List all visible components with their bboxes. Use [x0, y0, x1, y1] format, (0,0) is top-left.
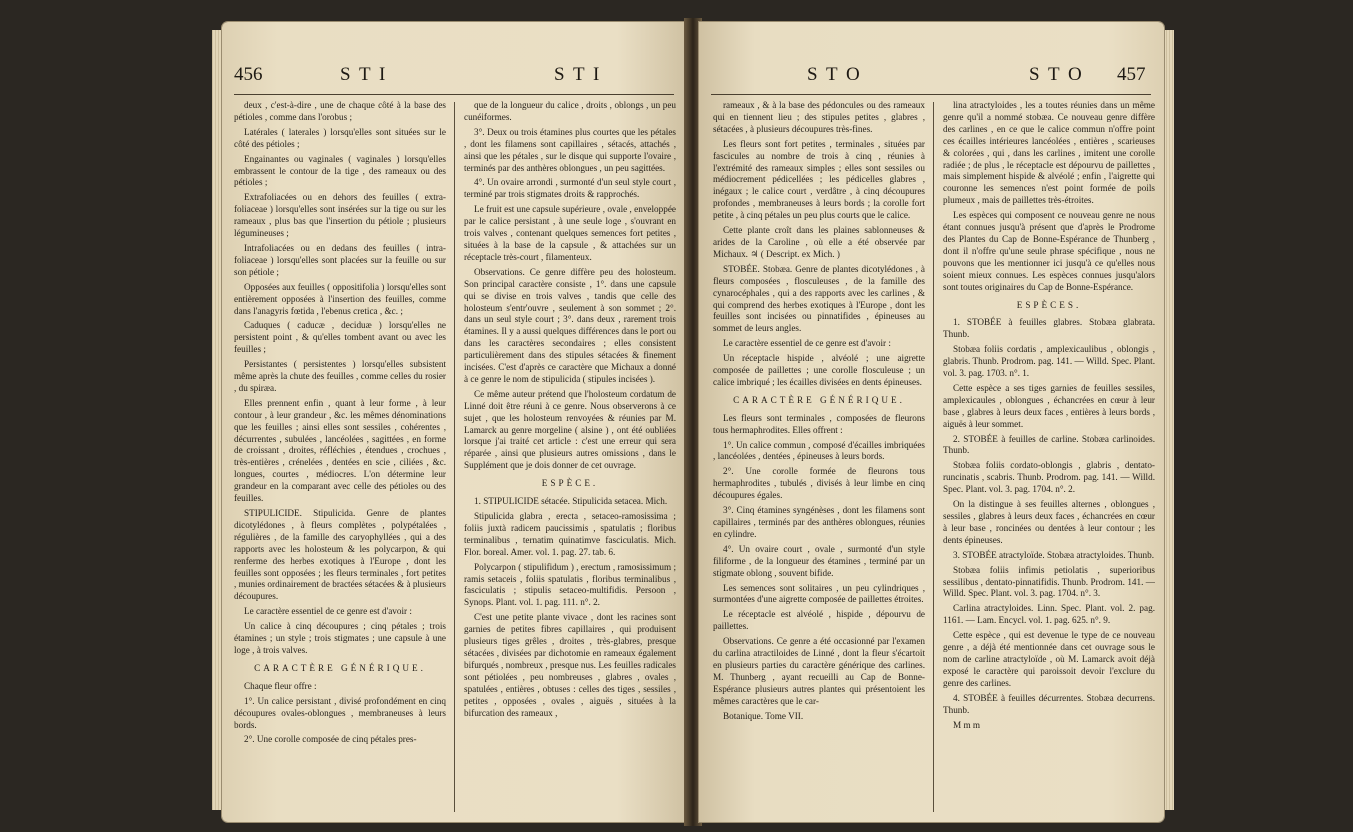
right-column-1 [713, 100, 925, 726]
paragraph: STIPULICIDE. Stipulicida. Genre de plantes dicotylédones , à fleurs complètes , polypétalées , régulières , de la famille des caryophyllées , qui a des rapports avec les holosteum & les polycarpon, & qui renferme des herbes exotiques à l'Europe , dont les feuilles sont opposées ; les fleurs terminales , fort petites , munies ordinairement de bractées sétacées & à plusieurs découpures. [234, 508, 446, 602]
paragraph: rameaux , & à la base des pédoncules ou des rameaux qui en tiennent lieu ; des stipules petites , glabres , sétacées , à plusieurs découpures très-fines. [713, 100, 925, 134]
left-page-number: 456 [234, 64, 263, 85]
paragraph: 3°. Cinq étamines syngénèses , dont les filamens sont capillaires , terminés par des anthères oblongues, réunies en cylindre. [713, 505, 925, 539]
paragraph: 3°. Deux ou trois étamines plus courtes que les pétales , dont les filamens sont capillaires , sétacés, attachés , ainsi que les pétales , sur le disque qui supporte l'ovaire , terminés par des anthères oblongues , un peu sagittées. [464, 126, 676, 173]
paragraph: 1. STIPULICIDE sétacée. Stipulicida setacea. Mich. [474, 496, 668, 507]
paragraph: lina atractyloides , les a toutes réunies dans un même genre qu'il a nommé stobæa. Ce nouveau genre diffère des carlines , en ce que le calice commun n'offre point ces écailles intérieures lancéolées , entières , scarieuses & colorées , qui , dans les carlines , imitent une corolle radiée ; de plus , le réceptacle est dépourvu de paillettes , mais simplement hispide & alvéolé ; enfin , l'aigrette qui couronne les semences n'est point formée de poils plumeux , mais de paillettes très-étroites. [943, 100, 1155, 206]
paragraph: Stobæa foliis cordato-oblongis , glabris , dentato-runcinatis , scabris. Thunb. Prodrom. pag. 141. — Willd. Spec. Plant. vol. 3. pag. 1704. n°. 2. [943, 460, 1155, 495]
paragraph: 3. STOBÉE atractyloïde. Stobæa atractyloides. Thunb. [953, 549, 1154, 560]
right-column-2 [943, 100, 1155, 734]
paragraph: CARACTÈRE GÉNÉRIQUE. [254, 662, 426, 673]
paragraph: ESPÈCES. [1016, 299, 1082, 310]
paragraph: Stipulicida glabra , erecta , setaceo-ramosissima ; foliis juxtà radicem paucissimis , spatulatis ; floribus terminalibus , ternatim quinatimve fasciculatis. Mich. Flor. boreal. Amer. vol. 1. pag. 27. tab. 6. [464, 511, 676, 557]
left-running-head-1: S T I [340, 64, 388, 85]
paragraph: Extrafoliacées ou en dehors des feuilles ( extra-foliaceae ) lorsqu'elles sont insérées sur la tige ou sur les rameaux , plus bas que l'insertion du pétiole ; plusieurs légumineuses ; [234, 192, 446, 239]
paragraph: STOBÉE. Stobæa. Genre de plantes dicotylédones , à fleurs composées , flosculeuses , de la famille des cynarocéphales , qui a des rapports avec les carlines , & qui comprend des herbes exotiques à l'Europe , dont les feuilles sont incisées ou pinnatifides , épineuses au sommet de leurs angles. [713, 263, 925, 334]
paragraph: Polycarpon ( stipulifidum ) , erectum , ramosissimum ; ramis setaceis , foliis spatulatis , floribus terminalibus , fasciculatis ; stipulis setaceo-multifidis. Persoon , Synops. Plant. vol. 1. pag. 111. n°. 2. [464, 561, 676, 608]
paragraph: C'est une petite plante vivace , dont les racines sont garnies de petites fibres capillaires , qui produisent plusieurs tiges grêles , droites , très-glabres, presque sétacées , divisées par dichotomie en rameaux également bifurqués , nombreux , presque nus. Les feuilles radicales sont pétiolées , peu nombreuses , glabres , ovales , spatulées , entières , obtuses : celles des tiges , sessiles , petites , opposées , ovales , aiguës , situées à la bifurcation des rameaux , [464, 612, 676, 718]
paragraph: CARACTÈRE GÉNÉRIQUE. [733, 394, 905, 405]
paragraph: Le réceptacle est alvéolé , hispide , dépourvu de paillettes. [713, 609, 925, 632]
paragraph: Chaque fleur offre : [244, 680, 317, 691]
right-running-head-2: S T O [1029, 64, 1084, 85]
right-page [699, 22, 1164, 822]
paragraph: Les espèces qui composent ce nouveau genre ne nous étant connues jusqu'à présent que d'après le Prodrome des Plantes du Cap de Bonne-Espérance de Thunberg , dont il n'offre qu'une seule phrase spécifique , nous ne pouvons que les mentionner ici jusqu'à ce qu'elles nous soient mieux connues. Les espèces connues jusqu'alors sont toutes originaires du Cap de Bonne-Espérance. [943, 210, 1155, 292]
paragraph: 2. STOBÉE à feuilles de carline. Stobæa carlinoides. Thunb. [943, 433, 1155, 456]
paragraph: Observations. Ce genre diffère peu des holosteum. Son principal caractère consiste , 1°. dans une capsule qui se divise en trois valves , tandis que celle des holosteum s'entr'ouvre , seulement à son sommet ; 2°. dans un seul style court ; 3°. dans deux , rarement trois étamines. Il y a aussi quelques différences dans le port ou dans les caractères secondaires ; elles consistent particulièrement dans des stipules sétacées & finement incisées. C'est d'après ce caractère que Michaux a donné à ce genre le nom de stipulicida ( stipules incisées ). [464, 266, 676, 384]
paragraph: Cette espèce a ses tiges garnies de feuilles sessiles, amplexicaules , oblongues , échancrées en cœur à leur base , glabres à leurs deux faces , entières à leurs bords , aiguës à leur sommet. [943, 382, 1155, 429]
paragraph: 4°. Un ovaire court , ovale , surmonté d'un style filiforme , de la longueur des étamines , terminé par un stigmate oblong , souvent bifide. [713, 543, 925, 578]
paragraph: Opposées aux feuilles ( oppositifolia ) lorsqu'elles sont entièrement opposées à l'insertion des feuilles, comme dans l'anagyris fœtida , l'ebenus cretica , &c. ; [234, 281, 446, 316]
paragraph: Les semences sont solitaires , un peu cylindriques , surmontées d'une aigrette composée de paillettes étroites. [713, 582, 925, 605]
paragraph: Botanique. Tome VII. [723, 710, 804, 721]
left-header-rule [234, 94, 674, 95]
paragraph: ESPÈCE. [541, 478, 599, 489]
right-column-divider [933, 102, 934, 812]
paragraph: 1°. Un calice persistant , divisé profondément en cinq découpures ovales-oblongues , membraneuses à leurs bords. [234, 695, 446, 730]
left-column-divider [454, 102, 455, 812]
left-column-2 [464, 100, 676, 722]
paragraph: Stobæa foliis infimis petiolatis , superioribus sessilibus , dentato-pinnatifidis. Thunb. Prodrom. 141. — Willd. Spec. Plant. vol. 3. pag. 1704. n°. 3. [943, 564, 1155, 599]
left-page [222, 22, 687, 822]
paragraph: Latérales ( laterales ) lorsqu'elles sont situées sur le côté des pétioles ; [234, 126, 446, 149]
paragraph: On la distingue à ses feuilles alternes , oblongues , sessiles , glabres à leurs deux faces , échancrées en cœur à leur base , roncinées ou dentées à leur contour ; les dents épineuses. [943, 499, 1155, 545]
paragraph: deux , c'est-à-dire , une de chaque côté à la base des pétioles , comme dans l'orobus ; [234, 100, 446, 122]
paragraph: Un réceptacle hispide , alvéolé ; une aigrette composée de paillettes ; une corolle flosculeuse ; un calice imbriqué ; les écailles divisées en dents épineuses. [713, 353, 925, 387]
paragraph: M m m [953, 719, 981, 730]
paragraph: 1°. Un calice commun , composé d'écailles imbriquées , lancéolées , dentées , épineuses à leurs bords. [713, 439, 925, 462]
paragraph: Les fleurs sont terminales , composées de fleurons tous hermaphrodites. Elles offrent : [713, 412, 925, 435]
right-running-head-1: S T O [807, 64, 862, 85]
right-page-number: 457 [1117, 64, 1146, 85]
paragraph: Carlina atractyloides. Linn. Spec. Plant. vol. 2. pag. 1161. — Lam. Encycl. vol. 1. pag. 625. n°. 9. [943, 603, 1155, 626]
paragraph: Stobæa foliis cordatis , amplexicaulibus , oblongis , glabris. Thunb. Prodrom. pag. 141. — Willd. Spec. Plant. vol. 3. pag. 1703. n°. 1. [943, 344, 1155, 379]
left-column-1 [234, 100, 446, 749]
paragraph: Le caractère essentiel de ce genre est d'avoir : [244, 606, 412, 617]
paragraph: Persistantes ( persistentes ) lorsqu'elles subsistent même après la chute des feuilles , comme celles du rosier , du spiræa. [234, 359, 446, 393]
paragraph: Caduques ( caducæ , deciduæ ) lorsqu'elles ne persistent point , & qu'elles tombent avant ou avec les feuilles ; [234, 320, 446, 355]
paragraph: 1. STOBÉE à feuilles glabres. Stobæa glabrata. Thunb. [943, 317, 1155, 340]
paragraph: Un calice à cinq découpures ; cinq pétales ; trois étamines ; un style ; trois stigmates ; une capsule à une loge , à trois valves. [234, 621, 446, 655]
paragraph: 2°. Une corolle composée de cinq pétales pres- [244, 734, 417, 745]
paragraph: Cette plante croît dans les plaines sablonneuses & arides de la Caroline , où elle a été observée par Michaux. ♃ ( Descript. ex Mich. ) [713, 225, 925, 259]
paragraph: Observations. Ce genre a été occasionné par l'examen du carlina atractiloides de Linné , dont la fleur s'écartoit en plusieurs parties du caractère générique des carlines. M. Thunberg , ayant recueilli au Cap de Bonne-Espérance plusieurs autres plantes qui présentoient les mêmes caractères que le car- [713, 636, 925, 706]
paragraph: Les fleurs sont fort petites , terminales , situées par fascicules au nombre de trois à cinq , réunies à l'extrémité des rameaux simples ; elles sont sessiles ou médiocrement pédicellées ; les pédicelles glabres , inégaux ; le calice court , verdâtre , à cinq découpures profondes , membraneuses à leurs bords ; la corolle fort petite , à cinq pétales un peu plus courts que le calice. [713, 138, 925, 221]
paragraph: Ce même auteur prétend que l'holosteum cordatum de Linné doit être réuni à ce genre. Nous observerons à ce sujet , que les holosteum renvoyées & réunies par M. Lamarck au genre morgeline ( alsine ) , ont été oubliées lorsque j'ai traité cet article : c'est une erreur qui sera réparée , ainsi que plusieurs autres omissions , dans le Supplément que je dois donner de cet ouvrage. [464, 388, 676, 471]
paragraph: Le caractère essentiel de ce genre est d'avoir : [723, 338, 891, 349]
paragraph: 4. STOBÉE à feuilles décurrentes. Stobæa decurrens. Thunb. [943, 692, 1155, 715]
right-header-rule [711, 94, 1151, 95]
paragraph: 2°. Une corolle formée de fleurons tous hermaphrodites , tubulés , divisés à leur limbe en cinq découpures égales. [713, 466, 925, 501]
paragraph: 4°. Un ovaire arrondi , surmonté d'un seul style court , terminé par trois stigmates droits & rapprochés. [464, 177, 676, 200]
paragraph: Elles prennent enfin , quant à leur forme , à leur contour , à leur grandeur , &c. les mêmes dénominations que les feuilles ; ainsi elles sont sessiles , cohérentes , décurrentes , subulées , lancéolées , sagittées , en forme de croissant , droites, réfléchies , étendues , crochues , très-entières , crénelées , dentées en scie , ciliées , &c. longues, courtes , médiocres. L'on détermine leur grandeur en la comparant avec celle des pétioles ou des feuilles. [234, 397, 446, 504]
paragraph: que de la longueur du calice , droits , oblongs , un peu cunéiformes. [464, 100, 676, 122]
paragraph: Cette espèce , qui est devenue le type de ce nouveau genre , a déjà été mentionnée dans cet ouvrage sous le nom de carline atractyloïde , où M. Lamarck avoit déjà exposé le caractère qui paroissoit devoir l'exclure du genre des carlines. [943, 630, 1155, 688]
left-running-head-2: S T I [554, 64, 602, 85]
paragraph: Intrafoliacées ou en dedans des feuilles ( intra-foliaceae ) lorsqu'elles sont placées sur la feuille ou sur son pétiole ; [234, 242, 446, 277]
paragraph: Le fruit est une capsule supérieure , ovale , enveloppée par le calice persistant , à une seule loge , s'ouvrant en trois valves , contenant quelques semences fort petites , situées à la base de la capsule , & attachées sur un réceptacle très-court , filamenteux. [464, 204, 676, 262]
paragraph: Engainantes ou vaginales ( vaginales ) lorsqu'elles embrassent le contour de la tige , des rameaux ou des pétioles ; [234, 153, 446, 188]
